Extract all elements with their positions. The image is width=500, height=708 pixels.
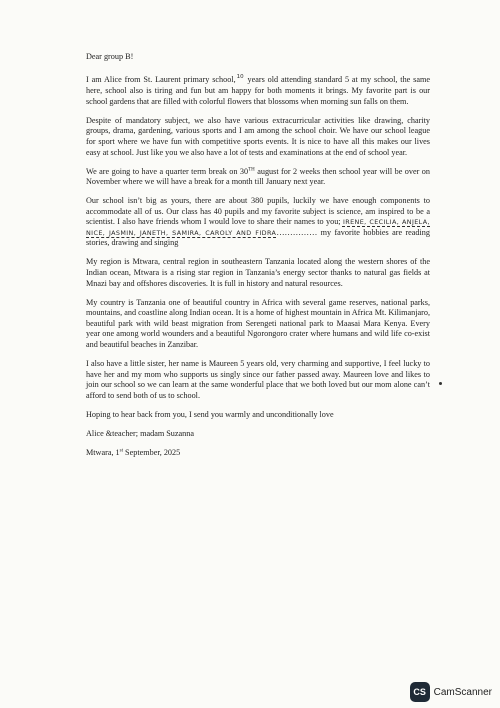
ink-dot-mark xyxy=(439,382,442,385)
paragraph-activities: Despite of mandatory subject, we also have various extracurricular activities like drawing, charity groups, drama, gardening, various sports and I am among the school choir. We have our school league for sport where we have fun with competitive sports events. It is nice to have all this makes our lives easy at school. Just like you we also have a lot of tests and examinations at the end of school year. xyxy=(86,115,430,157)
letter-body xyxy=(86,52,430,467)
paragraph-country: My country is Tanzania one of beautiful country in Africa with several game reserves, national parks, mountains, and coastline along Indian ocean. It is a home of highest mountain in Africa Mt. Kilimanjaro, beautiful park with wild beast migration from Serengeti national park to Maasai Mara Kenya. Every year one among world wounders and a beautiful Ngorongoro crater where humans and wild life co-exist and beautiful beaches in Zanzibar. xyxy=(86,297,430,350)
paragraph-region: My region is Mtwara, central region in southeastern Tanzania located along the western shores of the Indian ocean, Mtwara is a rising star region in Tanzania’s energy sector thanks to natural gas fields at Mnazi bay and offshores discoveries. It is full in history and natural resources. xyxy=(86,257,430,288)
place-and-date: Mtwara, 1st September, 2025 xyxy=(86,447,181,457)
camscanner-label: CamScanner xyxy=(433,686,492,698)
handwritten-friend-names: IRENE, CECILIA, ANJELA, NICE, JASMIN, JANETH, SAMIRA, CAROLY AND FIDRA xyxy=(86,218,430,237)
camscanner-watermark xyxy=(410,682,492,702)
paragraph-school: Our school isn’t big as yours, there are about 380 pupils, luckily we have enough components to accommodate all of us. Our class has 40 pupils and my favorite subject is science, am inspired to be a scientist. I also have friends whom I would love to share their names to you; IRENE, CECILIA, ANJELA, NICE, JASMIN, JANETH, SAMIRA, CAROLY AND FIDRA…………… my favorite hobbies are reading stories, drawing and singing xyxy=(86,196,430,248)
paragraph-family: I also have a little sister, her name is Maureen 5 years old, very charming and supportive, I feel lucky to have her and my mom who supports us singly since our father passed away. Maureen love and likes to join our school so we can learn at the same wonderful place that we both loved but our mom alone can’t afford to send both of us to school. xyxy=(86,359,430,400)
paragraph-term-break: We are going to have a quarter term break on 30TH august for 2 weeks then school year will be over on November where we will have a break for a month till January next year. xyxy=(86,166,430,187)
greeting: Dear group B! xyxy=(86,52,134,61)
handwritten-age-insert: 10 xyxy=(236,73,244,80)
paragraph-intro: I am Alice from St. Laurent primary school,$^{10}$ years old attending standard 5 at my school, the same here, school also is tiring and fun but am happy for both moments it brings. My favorite part is our school gardens that are filled with colorful flowers that blossoms when morning sun falls on them. xyxy=(86,73,430,106)
signature: Alice &teacher; madam Suzanna xyxy=(86,428,194,438)
camscanner-logo-icon: CS xyxy=(410,682,430,702)
closing-line: Hoping to hear back from you, I send you warmly and unconditionally love xyxy=(86,409,334,419)
